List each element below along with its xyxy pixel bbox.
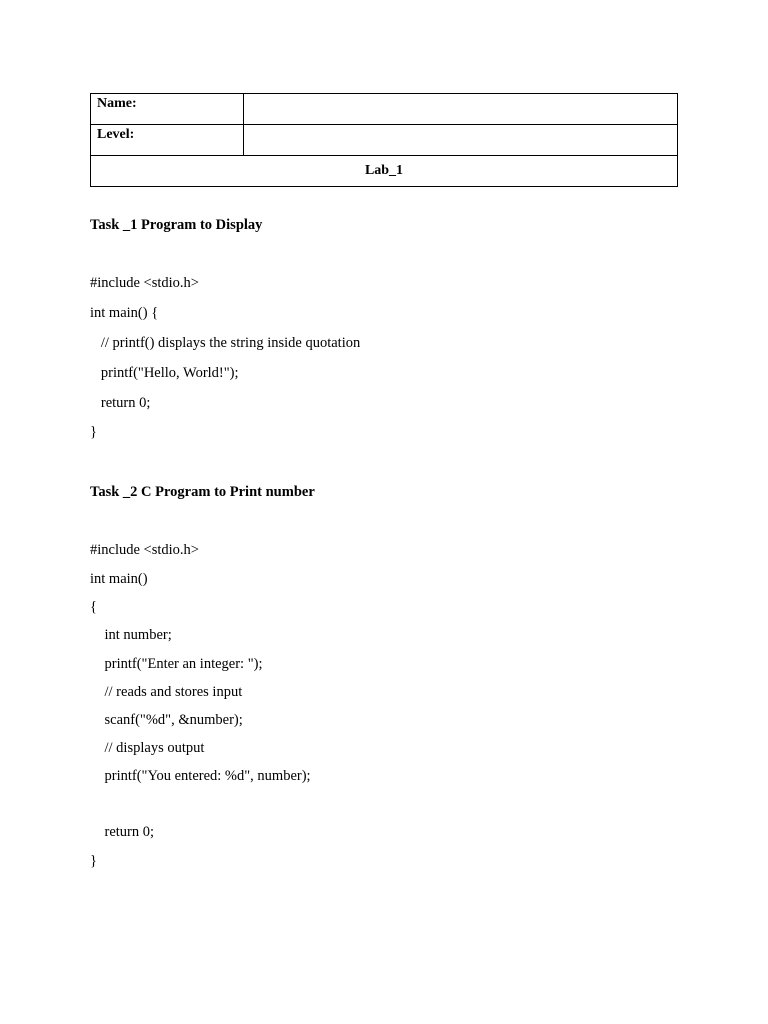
task1-code-line: }	[90, 424, 97, 440]
task2-code-line: scanf("%d", &number);	[90, 712, 243, 728]
student-info-table	[90, 93, 678, 187]
task1-heading: Task _1 Program to Display	[90, 217, 263, 233]
task2-code-line: }	[90, 853, 97, 869]
task2-code-line: printf("You entered: %d", number);	[90, 768, 311, 784]
task1-code-line: // printf() displays the string inside quotation	[90, 335, 361, 351]
name-label: Name:	[91, 94, 244, 125]
task2-code-line: {	[90, 599, 97, 615]
task2-code-line: printf("Enter an integer: ");	[90, 656, 263, 672]
task2-code-line: int main()	[90, 571, 148, 587]
lab-row	[91, 156, 678, 187]
task2-heading: Task _2 C Program to Print number	[90, 484, 315, 500]
task1-code-line: #include <stdio.h>	[90, 275, 199, 291]
level-row	[91, 125, 678, 156]
lab-title: Lab_1	[91, 156, 678, 187]
task2-code-line: #include <stdio.h>	[90, 542, 199, 558]
name-row	[91, 94, 678, 125]
task1-code-line: return 0;	[90, 395, 151, 411]
task2-code-line: return 0;	[90, 824, 155, 840]
level-label: Level:	[91, 125, 244, 156]
name-value	[244, 94, 678, 125]
task2-code-line: int number;	[90, 627, 172, 643]
task2-code-line: // reads and stores input	[90, 684, 243, 700]
level-value	[244, 125, 678, 156]
task1-code-line: printf("Hello, World!");	[90, 365, 239, 381]
task1-code-line: int main() {	[90, 305, 159, 321]
task2-code-line: // displays output	[90, 740, 205, 756]
